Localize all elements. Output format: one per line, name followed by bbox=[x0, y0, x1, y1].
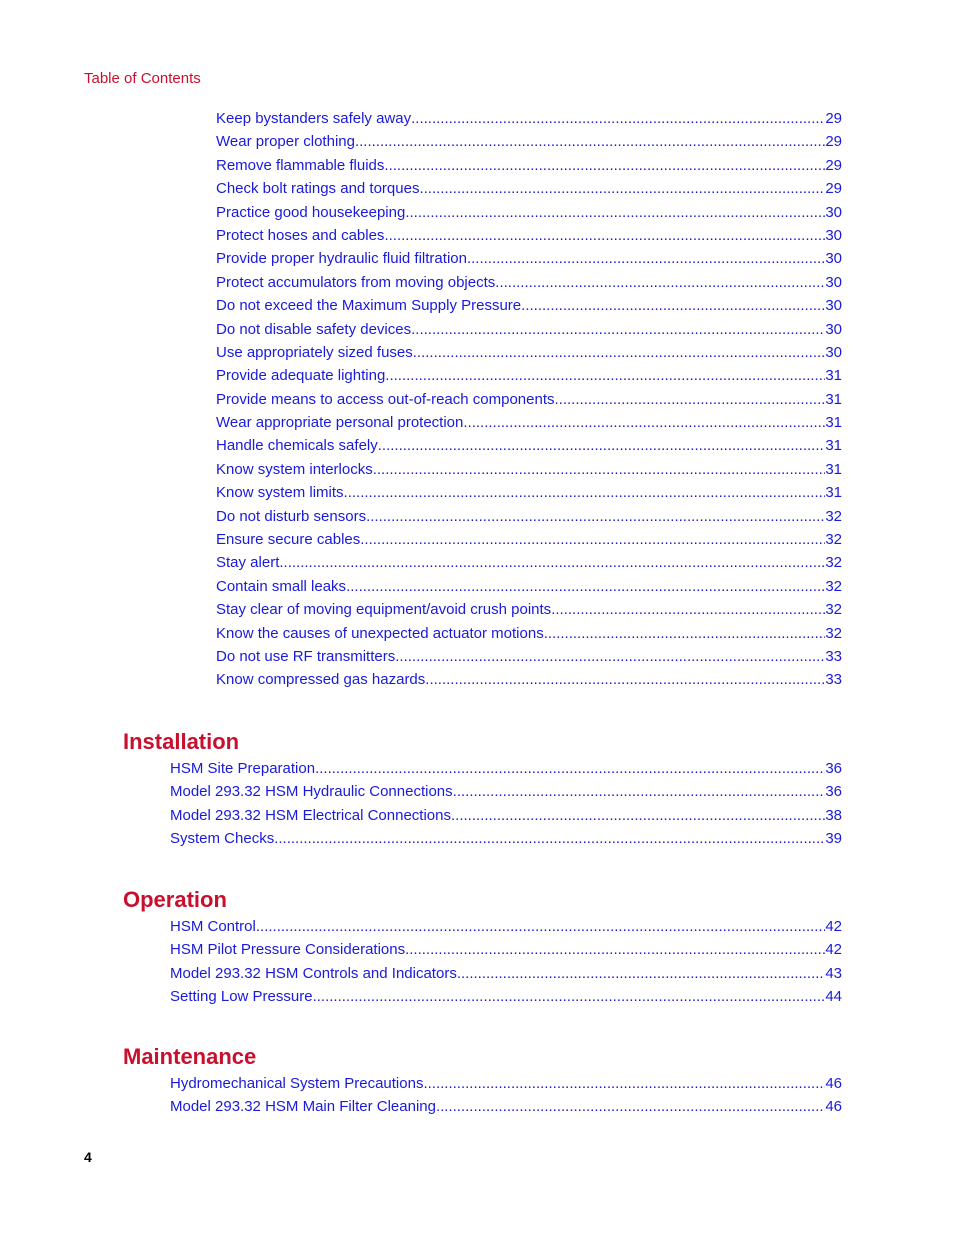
toc-entry-link[interactable] bbox=[170, 988, 842, 1011]
toc-entry-link[interactable] bbox=[216, 204, 842, 227]
toc-entry-link[interactable] bbox=[216, 625, 842, 648]
section-operation bbox=[123, 885, 842, 1012]
toc-entry-link[interactable] bbox=[216, 321, 842, 344]
toc-entry-page: 32 bbox=[825, 507, 842, 525]
section-installation bbox=[123, 727, 842, 854]
toc-entry-page: 44 bbox=[825, 988, 842, 1006]
toc-entry-page: 36 bbox=[825, 760, 842, 777]
toc-entry-page: 43 bbox=[825, 964, 842, 982]
toc-entry-link[interactable] bbox=[170, 941, 842, 964]
toc-entry-link[interactable] bbox=[170, 965, 842, 988]
toc-entry-page: 31 bbox=[825, 460, 842, 478]
toc-entry-link[interactable] bbox=[216, 250, 842, 273]
dot-leader bbox=[544, 625, 826, 642]
toc-entry-link[interactable] bbox=[216, 648, 842, 671]
dot-leader bbox=[551, 601, 825, 618]
toc-entry-title: Model 293.32 HSM Electrical Connections bbox=[170, 806, 451, 824]
toc-entry-page: 31 bbox=[825, 484, 842, 502]
toc-entry-link[interactable] bbox=[170, 830, 842, 853]
toc-entry-title: Protect accumulators from moving objects bbox=[216, 273, 496, 291]
toc-entry-link[interactable] bbox=[170, 918, 842, 941]
section-entries bbox=[170, 918, 842, 1012]
toc-entry-title: Practice good housekeeping bbox=[216, 203, 406, 221]
toc-entry-page: 31 bbox=[825, 414, 842, 432]
toc-entry-page: 29 bbox=[825, 133, 842, 151]
toc-entry-link[interactable] bbox=[216, 508, 842, 531]
toc-entry-page: 30 bbox=[825, 203, 842, 221]
toc-entry-page: 30 bbox=[825, 250, 842, 268]
dot-leader bbox=[411, 110, 825, 127]
section-entries bbox=[170, 760, 842, 854]
toc-entry-title: Wear proper clothing bbox=[216, 133, 355, 151]
page-number: 4 bbox=[84, 1149, 92, 1165]
dot-leader bbox=[451, 807, 825, 824]
dot-leader bbox=[395, 648, 825, 665]
toc-entry-page: 42 bbox=[825, 918, 842, 935]
dot-leader bbox=[384, 227, 825, 244]
toc-entry-link[interactable] bbox=[170, 783, 842, 806]
toc-entry-page: 32 bbox=[825, 531, 842, 549]
dot-leader bbox=[256, 918, 825, 935]
dot-leader bbox=[313, 988, 826, 1005]
dot-leader bbox=[436, 1098, 825, 1115]
toc-entry-page: 32 bbox=[825, 601, 842, 619]
toc-entry-page: 31 bbox=[825, 367, 842, 385]
toc-entry-title: Know system limits bbox=[216, 484, 344, 502]
dot-leader bbox=[467, 250, 825, 267]
toc-entry-link[interactable] bbox=[216, 391, 842, 414]
toc-entry-title: Handle chemicals safely bbox=[216, 437, 378, 455]
dot-leader bbox=[423, 1075, 825, 1092]
toc-entry-title: Do not disturb sensors bbox=[216, 507, 367, 525]
toc-entry-title: Know compressed gas hazards bbox=[216, 671, 426, 689]
toc-entry-title: Stay clear of moving equipment/avoid crush points bbox=[216, 601, 552, 619]
toc-entry-link[interactable] bbox=[170, 760, 842, 783]
toc-entry-title: System Checks bbox=[170, 830, 275, 848]
toc-entry-title: Model 293.32 HSM Main Filter Cleaning bbox=[170, 1098, 436, 1116]
toc-entry-link[interactable] bbox=[216, 531, 842, 554]
toc-entry-title: HSM Pilot Pressure Considerations bbox=[170, 941, 406, 959]
toc-entry-title: Do not disable safety devices bbox=[216, 320, 412, 338]
toc-entry-title: Know the causes of unexpected actuator motions bbox=[216, 624, 544, 642]
toc-entry-link[interactable] bbox=[216, 414, 842, 437]
toc-entry-link[interactable] bbox=[216, 274, 842, 297]
running-header: Table of Contents bbox=[84, 70, 201, 87]
toc-entry-title: Keep bystanders safely away bbox=[216, 110, 412, 127]
toc-entry-link[interactable] bbox=[216, 554, 842, 577]
toc-entry-title: Stay alert bbox=[216, 554, 280, 572]
toc-entry-link[interactable] bbox=[170, 1098, 842, 1121]
toc-entry-title: Contain small leaks bbox=[216, 577, 347, 595]
toc-entry-page: 29 bbox=[825, 156, 842, 174]
toc-entry-link[interactable] bbox=[216, 180, 842, 203]
toc-entry-title: Use appropriately sized fuses bbox=[216, 343, 413, 361]
toc-entry-link[interactable] bbox=[216, 367, 842, 390]
toc-entry-title: Protect hoses and cables bbox=[216, 226, 385, 244]
toc-entry-page: 46 bbox=[825, 1098, 842, 1116]
toc-entry-page: 30 bbox=[825, 273, 842, 291]
dot-leader bbox=[463, 414, 825, 431]
toc-entry-title: Provide adequate lighting bbox=[216, 367, 386, 385]
safety-entries-list bbox=[216, 110, 842, 695]
toc-entry-page: 32 bbox=[825, 554, 842, 572]
toc-entry-link[interactable] bbox=[216, 227, 842, 250]
toc-entry-link[interactable] bbox=[216, 671, 842, 694]
toc-entry-link[interactable] bbox=[216, 157, 842, 180]
dot-leader bbox=[425, 671, 825, 688]
toc-entry-link[interactable] bbox=[216, 437, 842, 460]
toc-entry-title: Know system interlocks bbox=[216, 460, 373, 478]
toc-entry-page: 31 bbox=[825, 437, 842, 455]
dot-leader bbox=[419, 180, 825, 197]
toc-entry-link[interactable] bbox=[216, 484, 842, 507]
toc-entry-page: 30 bbox=[825, 320, 842, 338]
dot-leader bbox=[405, 941, 825, 958]
toc-entry-link[interactable] bbox=[170, 1075, 842, 1098]
toc-entry-page: 30 bbox=[825, 226, 842, 244]
toc-entry-title: Do not exceed the Maximum Supply Pressure bbox=[216, 297, 522, 315]
dot-leader bbox=[405, 204, 825, 221]
toc-entry-title: Check bolt ratings and torques bbox=[216, 180, 420, 198]
dot-leader bbox=[344, 484, 826, 501]
toc-entry-title: Ensure secure cables bbox=[216, 531, 361, 549]
toc-entry-link[interactable] bbox=[170, 807, 842, 830]
toc-entry-title: Hydromechanical System Precautions bbox=[170, 1075, 424, 1092]
dot-leader bbox=[366, 508, 825, 525]
dot-leader bbox=[315, 760, 825, 777]
toc-entry-page: 32 bbox=[825, 577, 842, 595]
toc-entry-link[interactable] bbox=[216, 344, 842, 367]
toc-entry-title: HSM Control bbox=[170, 918, 256, 935]
section-heading[interactable]: Maintenance bbox=[123, 1044, 257, 1069]
toc-entry-page: 32 bbox=[825, 624, 842, 642]
dot-leader bbox=[274, 830, 825, 847]
dot-leader bbox=[384, 157, 825, 174]
toc-entry-page: 42 bbox=[825, 941, 842, 959]
section-heading[interactable]: Installation bbox=[123, 729, 240, 754]
dot-leader bbox=[355, 133, 825, 150]
toc-entry-page: 29 bbox=[825, 180, 842, 198]
toc-entry-title: Provide proper hydraulic fluid filtration bbox=[216, 250, 467, 268]
toc-entry-title: Do not use RF transmitters bbox=[216, 647, 396, 665]
toc-entry-link[interactable] bbox=[216, 601, 842, 624]
toc-entry-title: Provide means to access out-of-reach components bbox=[216, 390, 555, 408]
toc-entry-page: 30 bbox=[825, 297, 842, 315]
toc-entry-page: 29 bbox=[825, 110, 842, 127]
toc-entry-page: 39 bbox=[825, 830, 842, 848]
toc-entry-title: Model 293.32 HSM Controls and Indicators bbox=[170, 964, 457, 982]
section-entries bbox=[170, 1075, 842, 1122]
dot-leader bbox=[521, 297, 825, 314]
dot-leader bbox=[378, 437, 826, 454]
toc-entry-link[interactable] bbox=[216, 297, 842, 320]
section-heading[interactable]: Operation bbox=[123, 887, 227, 912]
dot-leader bbox=[495, 274, 825, 291]
toc-entry-title: Remove flammable fluids bbox=[216, 156, 385, 174]
toc-entry-link[interactable] bbox=[216, 461, 842, 484]
dot-leader bbox=[346, 578, 825, 595]
toc-entry-page: 46 bbox=[825, 1075, 842, 1092]
dot-leader bbox=[453, 783, 826, 800]
toc-entry-link[interactable] bbox=[216, 110, 842, 133]
toc-entry-title: Setting Low Pressure bbox=[170, 988, 313, 1006]
toc-entry-page: 36 bbox=[825, 783, 842, 801]
toc-entry-page: 31 bbox=[825, 390, 842, 408]
toc-entry-title: Model 293.32 HSM Hydraulic Connections bbox=[170, 783, 453, 801]
toc-entry-page: 38 bbox=[825, 806, 842, 824]
toc-entry-link[interactable] bbox=[216, 578, 842, 601]
toc-entry-page: 33 bbox=[825, 671, 842, 689]
toc-entry-page: 33 bbox=[825, 647, 842, 665]
toc-entry-page: 30 bbox=[825, 343, 842, 361]
dot-leader bbox=[411, 321, 825, 338]
section-maintenance bbox=[123, 1042, 842, 1122]
toc-entry-title: HSM Site Preparation bbox=[170, 760, 316, 777]
dot-leader bbox=[457, 965, 825, 982]
dot-leader bbox=[360, 531, 825, 548]
dot-leader bbox=[385, 367, 825, 384]
dot-leader bbox=[555, 391, 826, 408]
dot-leader bbox=[413, 344, 826, 361]
dot-leader bbox=[279, 554, 825, 571]
toc-entry-title: Wear appropriate personal protection bbox=[216, 414, 464, 432]
dot-leader bbox=[373, 461, 826, 478]
toc-entry-link[interactable] bbox=[216, 133, 842, 156]
